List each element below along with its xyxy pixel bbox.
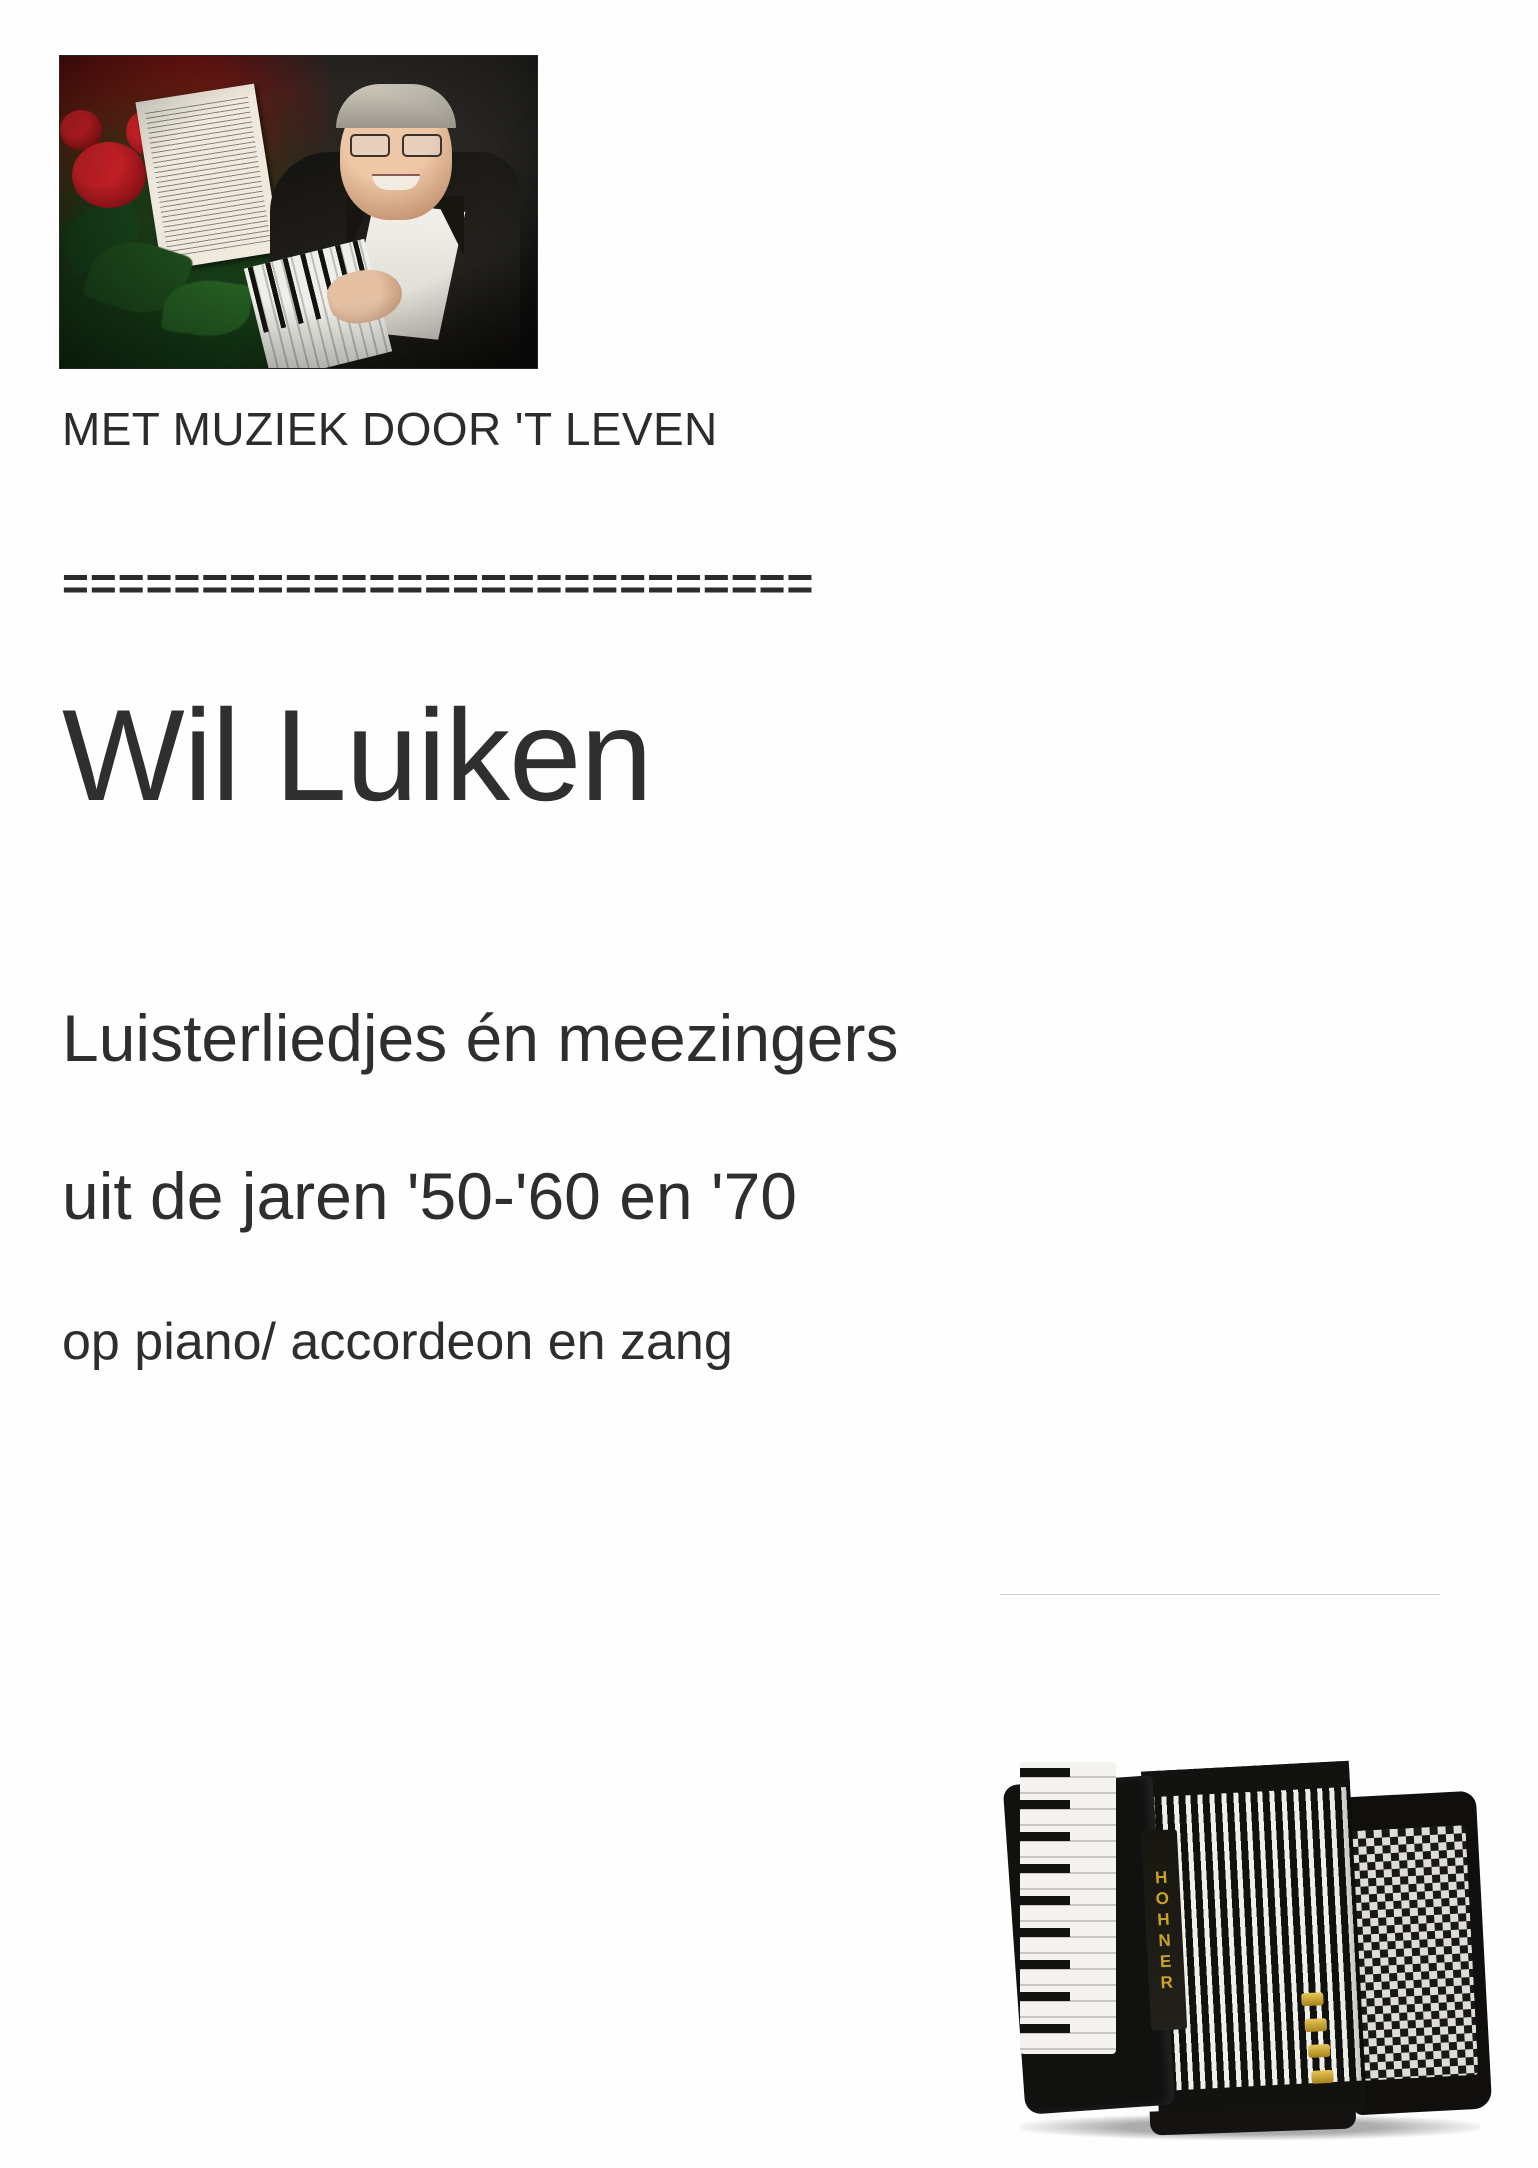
subtitle-line-1: Luisterliedjes én meezingers [62,1001,899,1075]
page-kicker: MET MUZIEK DOOR 'T LEVEN [62,403,718,455]
accordion-keyboard-icon [1020,1762,1116,2054]
brand-letter: H [1156,1909,1171,1930]
brand-letter: E [1159,1951,1172,1972]
brand-letter: H [1154,1867,1168,1888]
scan-artifact-line [1000,1594,1440,1595]
portrait-photo [60,56,537,368]
accordion-bass-grille [1350,1825,1479,2081]
brand-letter: O [1155,1888,1170,1909]
accordion-image [1000,1740,1498,2150]
brand-letter: R [1160,1972,1174,1993]
subtitle-line-3: op piano/ accordeon en zang [62,1313,733,1371]
subtitle-line-2: uit de jaren '50-'60 en '70 [62,1159,797,1233]
divider: =========================== [62,557,815,609]
page-title: Wil Luiken [62,682,652,828]
photo-vignette [60,56,537,368]
accordion-register-buttons [1297,1989,1359,2108]
brand-letter: N [1157,1930,1172,1951]
